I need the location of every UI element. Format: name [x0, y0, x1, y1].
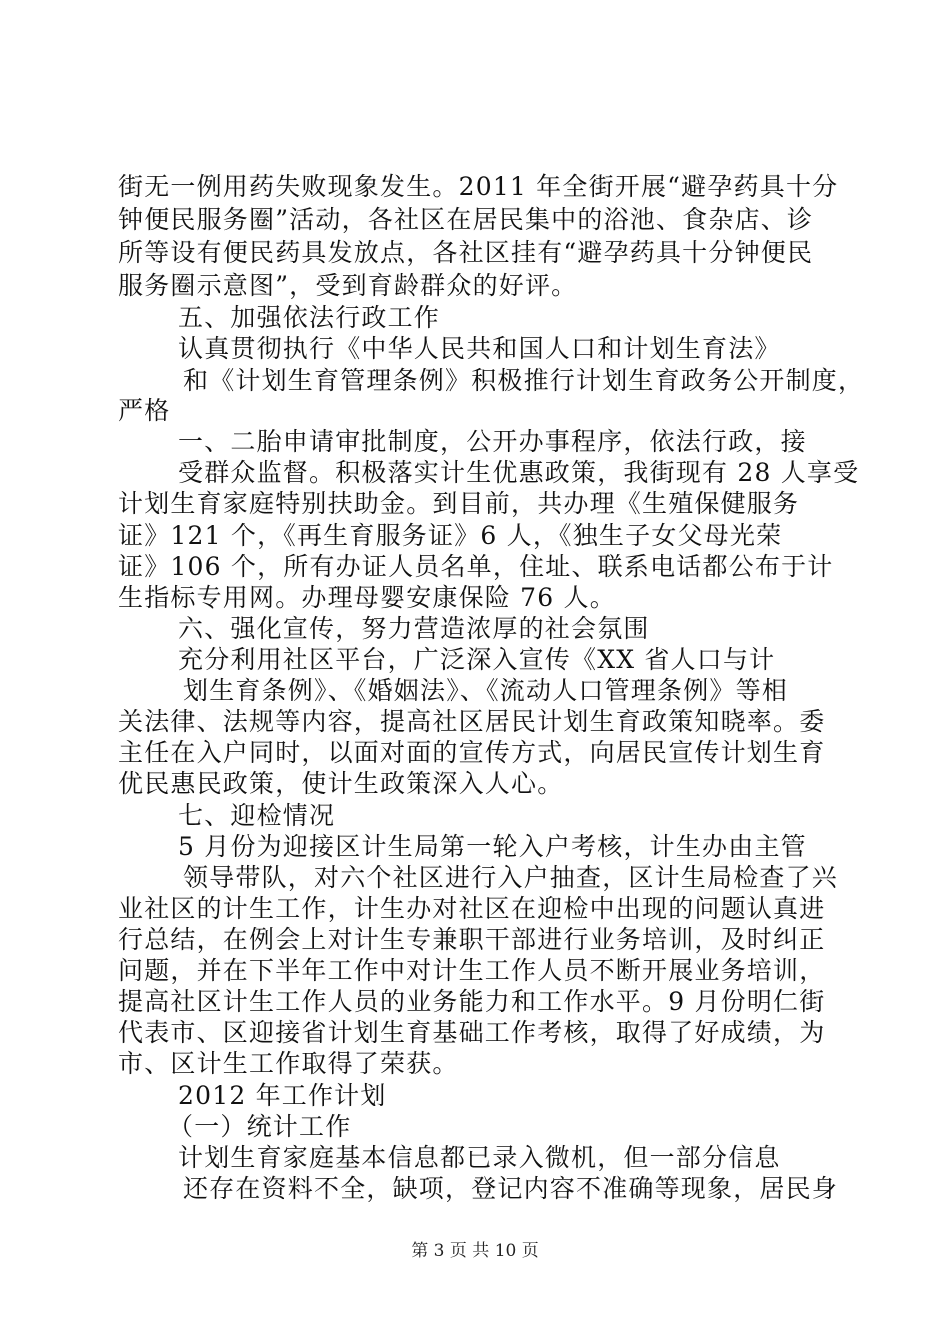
subsection-heading: （一）统计工作: [168, 1112, 352, 1141]
body-text-line: 服务圈示意图”，受到育龄群众的好评。: [118, 271, 578, 300]
body-text-line: 钟便民服务圈”活动，各社区在居民集中的浴池、食杂店、诊: [118, 205, 814, 234]
body-text-line: 5 月份为迎接区计生局第一轮入户考核，计生办由主管: [178, 832, 807, 861]
body-text-line: 计划生育家庭基本信息都已录入微机，但一部分信息: [178, 1143, 781, 1172]
section-heading: 五、加强依法行政工作: [178, 303, 441, 332]
body-text-line: 证》121 个，《再生育服务证》6 人，《独生子女父母光荣: [118, 521, 783, 550]
body-text-line: 市、区计生工作取得了荣获。: [118, 1049, 459, 1078]
section-heading: 六、强化宣传，努力营造浓厚的社会氛围: [178, 614, 650, 643]
body-text-line: 划生育条例》、《婚姻法》、《流动人口管理条例》等相: [183, 676, 789, 705]
body-text-line: 和《计划生育管理条例》积极推行计划生育政务公开制度，: [183, 366, 865, 395]
body-text-line: 生指标专用网。办理母婴安康保险 76 人。: [118, 583, 616, 612]
body-text-line: 问题，并在下半年工作中对计生工作人员不断开展业务培训，: [118, 956, 826, 985]
body-text-line: 受群众监督。积极落实计生优惠政策，我街现有 28 人享受: [178, 458, 860, 487]
body-text-line: 证》106 个，所有办证人员名单，住址、联系电话都公布于计: [118, 552, 834, 581]
body-text-line: 代表市、区迎接省计划生育基础工作考核，取得了好成绩，为: [118, 1018, 826, 1047]
body-text-line: 认真贯彻执行《中华人民共和国人口和计划生育法》: [178, 334, 781, 363]
body-text-line: 业社区的计生工作，计生办对社区在迎检中出现的问题认真进: [118, 894, 826, 923]
body-text-line: 街无一例用药失败现象发生。2011 年全街开展“避孕药具十分: [118, 172, 839, 201]
body-text-line: 主任在入户同时，以面对面的宣传方式，向居民宣传计划生育: [118, 738, 826, 767]
body-text-line: 充分利用社区平台，广泛深入宣传《XX 省人口与计: [178, 645, 776, 674]
body-text-line: 优民惠民政策，使计生政策深入人心。: [118, 769, 564, 798]
body-text-line: 领导带队，对六个社区进行入户抽查，区计生局检查了兴: [183, 863, 839, 892]
body-text-line: 关法律、法规等内容，提高社区居民计划生育政策知晓率。委: [118, 707, 826, 736]
body-text-line: 提高社区计生工作人员的业务能力和工作水平。9 月份明仁街: [118, 987, 826, 1016]
body-text-line: 所等设有便民药具发放点，各社区挂有“避孕药具十分钟便民: [118, 238, 814, 267]
body-text-line: 严格: [118, 396, 171, 425]
body-text-line: 一、二胎申请审批制度，公开办事程序，依法行政，接: [178, 427, 807, 456]
section-heading: 2012 年工作计划: [178, 1081, 387, 1110]
body-text-line: 计划生育家庭特别扶助金。到目前，共办理《生殖保健服务: [118, 489, 800, 518]
section-heading: 七、迎检情况: [178, 801, 336, 830]
body-text-line: 行总结，在例会上对计生专兼职干部进行业务培训，及时纠正: [118, 925, 826, 954]
body-text-line: 还存在资料不全，缺项，登记内容不准确等现象，居民身: [183, 1174, 839, 1203]
page-footer: 第 3 页 共 10 页: [411, 1241, 539, 1261]
